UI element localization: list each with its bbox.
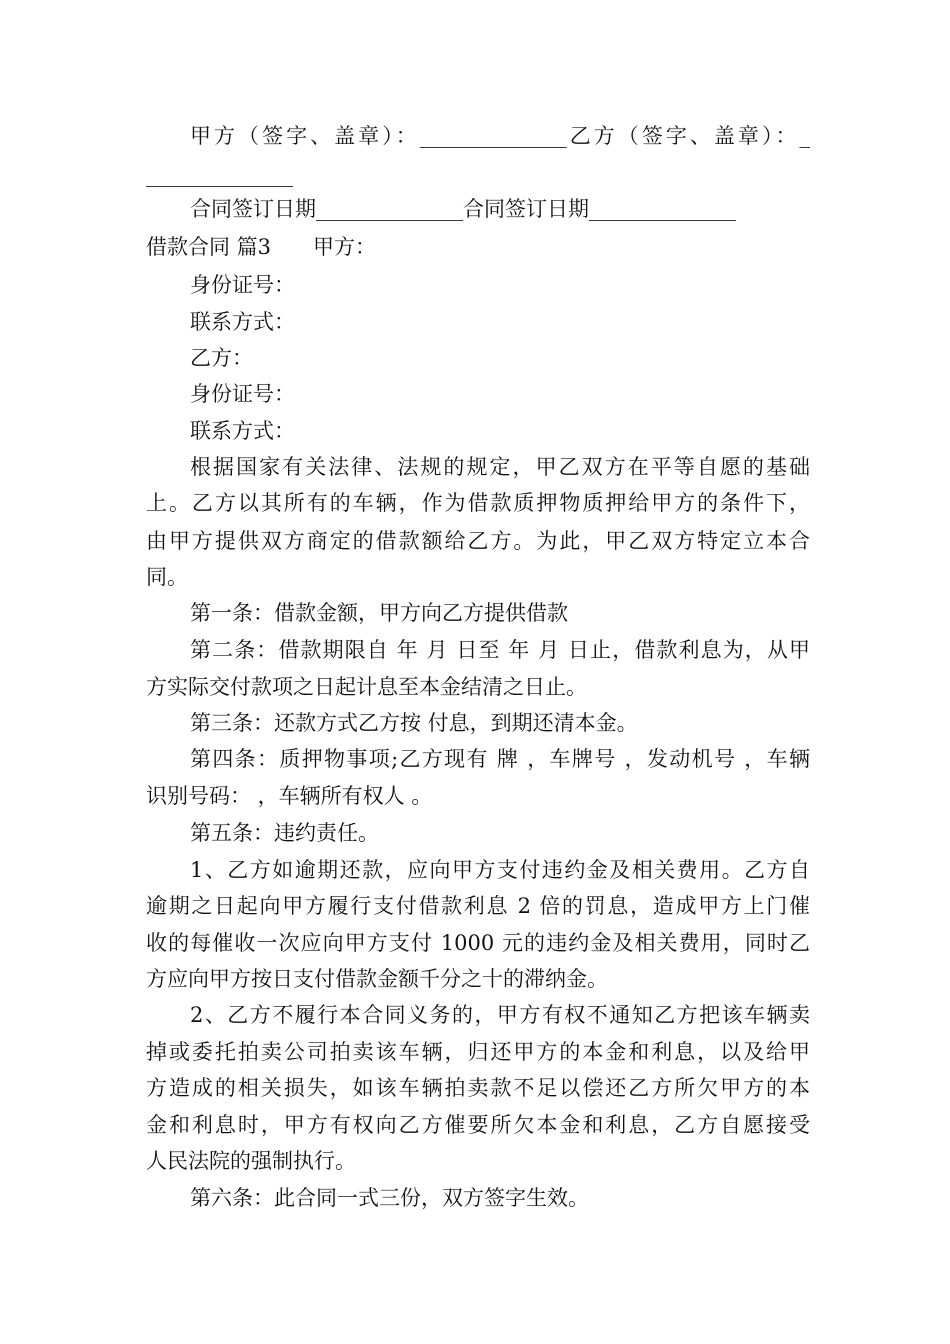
clause-1-line: 逾期之日起向甲方履行支付借款利息 2 倍的罚息，造成甲方上门催 bbox=[146, 894, 810, 918]
clause-1-line: 方应向甲方按日支付借款金额千分之十的滞纳金。 bbox=[146, 967, 608, 991]
paragraph-line: 上。乙方以其所有的车辆，作为借款质押物质押给甲方的条件下， bbox=[146, 491, 810, 515]
clause-1-line: 收的每催收一次应向甲方支付 1000 元的违约金及相关费用，同时乙 bbox=[146, 931, 810, 955]
clause-1: 1、乙方如逾期还款，应向甲方支付违约金及相关费用。乙方自 bbox=[190, 858, 810, 882]
party-b-label: 乙方： bbox=[190, 346, 253, 370]
clause-2-line: 方造成的相关损失，如该车辆拍卖款不足以偿还乙方所欠甲方的本 bbox=[146, 1076, 810, 1100]
article-2-continued: 方实际交付款项之日起计息至本金结清之日止。 bbox=[146, 675, 587, 699]
article-3: 第三条：还款方式乙方按 付息，到期还清本金。 bbox=[190, 711, 638, 735]
paragraph-line: 由甲方提供双方商定的借款额给乙方。为此，甲乙双方特定立本合 bbox=[146, 529, 810, 553]
party-a-contact-label: 联系方式： bbox=[190, 310, 295, 334]
party-b-id-label: 身份证号： bbox=[190, 382, 295, 406]
article-4: 第四条：质押物事项;乙方现有 牌 ，车牌号 ，发动机号 ，车辆 bbox=[190, 747, 810, 771]
clause-2-line: 掉或委托拍卖公司拍卖该车辆，归还甲方的本金和利息，以及给甲 bbox=[146, 1040, 810, 1064]
signature-line: 甲方（签字、盖章）：______________乙方（签字、盖章）：_ bbox=[190, 124, 810, 148]
signing-date-line: 合同签订日期______________合同签订日期______________ bbox=[190, 197, 736, 221]
article-6: 第六条：此合同一式三份，双方签字生效。 bbox=[190, 1186, 589, 1210]
clause-2-line: 人民法院的强制执行。 bbox=[146, 1149, 356, 1173]
signature-line-continued: ______________ bbox=[146, 163, 293, 187]
article-1: 第一条：借款金额，甲方向乙方提供借款 bbox=[190, 601, 568, 625]
paragraph-line: 根据国家有关法律、法规的规定，甲乙双方在平等自愿的基础 bbox=[190, 455, 810, 479]
paragraph-line: 同。 bbox=[146, 565, 188, 589]
section-heading: 借款合同 篇3 甲方： bbox=[146, 235, 377, 259]
clause-2: 2、乙方不履行本合同义务的，甲方有权不通知乙方把该车辆卖 bbox=[190, 1003, 810, 1027]
party-a-id-label: 身份证号： bbox=[190, 273, 295, 297]
article-4-continued: 识别号码： ，车辆所有权人 。 bbox=[146, 784, 433, 808]
party-b-contact-label: 联系方式： bbox=[190, 419, 295, 443]
article-2: 第二条：借款期限自 年 月 日至 年 月 日止，借款利息为，从甲 bbox=[190, 638, 810, 662]
article-5: 第五条：违约责任。 bbox=[190, 821, 379, 845]
clause-2-line: 金和利息时，甲方有权向乙方催要所欠本金和利息，乙方自愿接受 bbox=[146, 1113, 810, 1137]
